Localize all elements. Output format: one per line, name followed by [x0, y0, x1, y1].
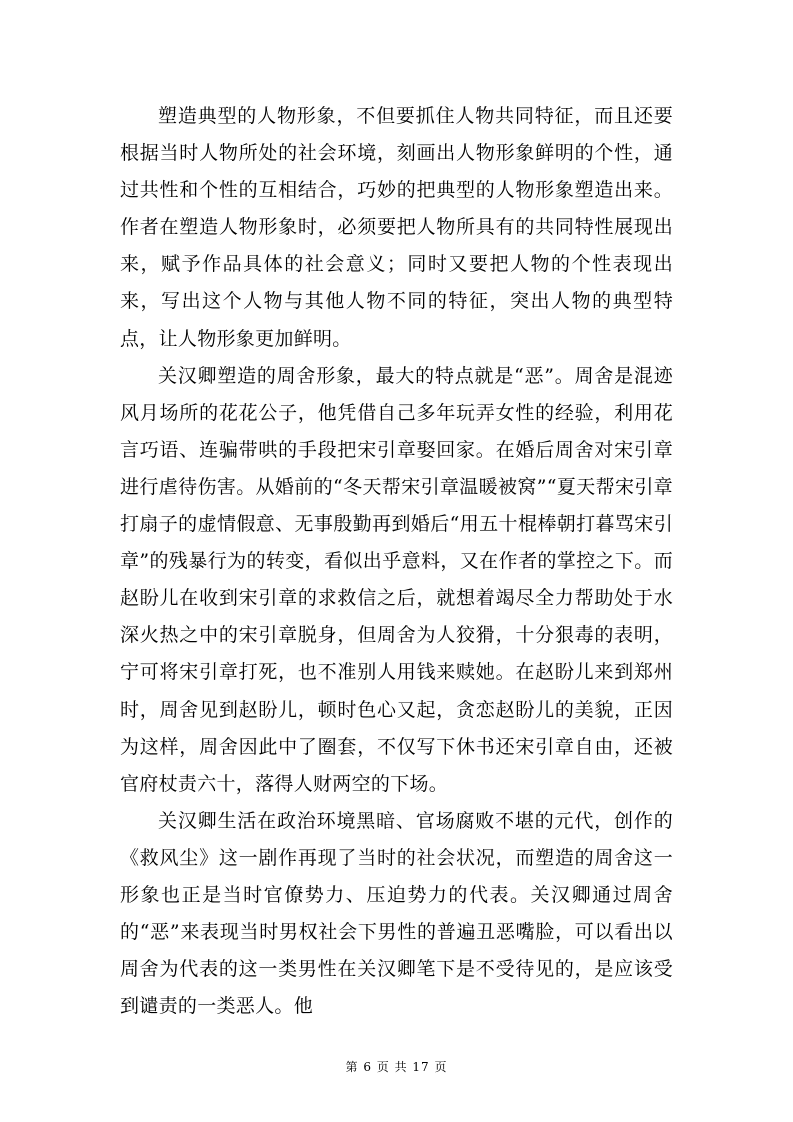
body-paragraph-1: 塑造典型的人物形象，不但要抓住人物共同特征，而且还要根据当时人物所处的社会环境，刻画出人物形象鲜明的个性，通过共性和个性的互相结合，巧妙的把典型的人物形象塑造出来。作者在塑造人物形象时，必须要把人物所具有的共同特性展现出来，赋予作品具体的社会意义；同时又要把人物的个性表现出来，写出这个人物与其他人物不同的特征，突出人物的典型特点，让人物形象更加鲜明。 — [120, 105, 673, 350]
page-body — [120, 98, 673, 1025]
page-number-footer: 第 6 页 共 17 页 — [345, 1060, 448, 1074]
body-paragraph-3: 关汉卿生活在政治环境黑暗、官场腐败不堪的元代，创作的《救风尘》这一剧作再现了当时的社会状况，而塑造的周舍这一形象也正是当时官僚势力、压迫势力的代表。关汉卿通过周舍的“恶”来表现当时男权社会下男性的普遍丑恶嘴脸，可以看出以周舍为代表的这一类男性在关汉卿笔下是不受待见的，是应该受到谴责的一类恶人。他 — [120, 809, 673, 1018]
body-paragraph-2: 关汉卿塑造的周舍形象，最大的特点就是“恶”。周舍是混迹风月场所的花花公子，他凭借自己多年玩弄女性的经验，利用花言巧语、连骗带哄的手段把宋引章娶回家。在婚后周舍对宋引章进行虐待伤害。从婚前的“冬天帮宋引章温暖被窝”“夏天帮宋引章打扇子的虚情假意、无事殷勤再到婚后“用五十棍棒朝打暮骂宋引章”的残暴行为的转变，看似出乎意料，又在作者的掌控之下。而赵盼儿在收到宋引章的求救信之后，就想着竭尽全力帮助处于水深火热之中的宋引章脱身，但周舍为人狡猾，十分狠毒的表明，宁可将宋引章打死，也不准别人用钱来赎她。在赵盼儿来到郑州时，周舍见到赵盼儿，顿时色心又起，贪恋赵盼儿的美貌，正因为这样，周舍因此中了圈套，不仅写下休书还宋引章自由，还被官府杖责六十，落得人财两空的下场。 — [120, 364, 673, 795]
